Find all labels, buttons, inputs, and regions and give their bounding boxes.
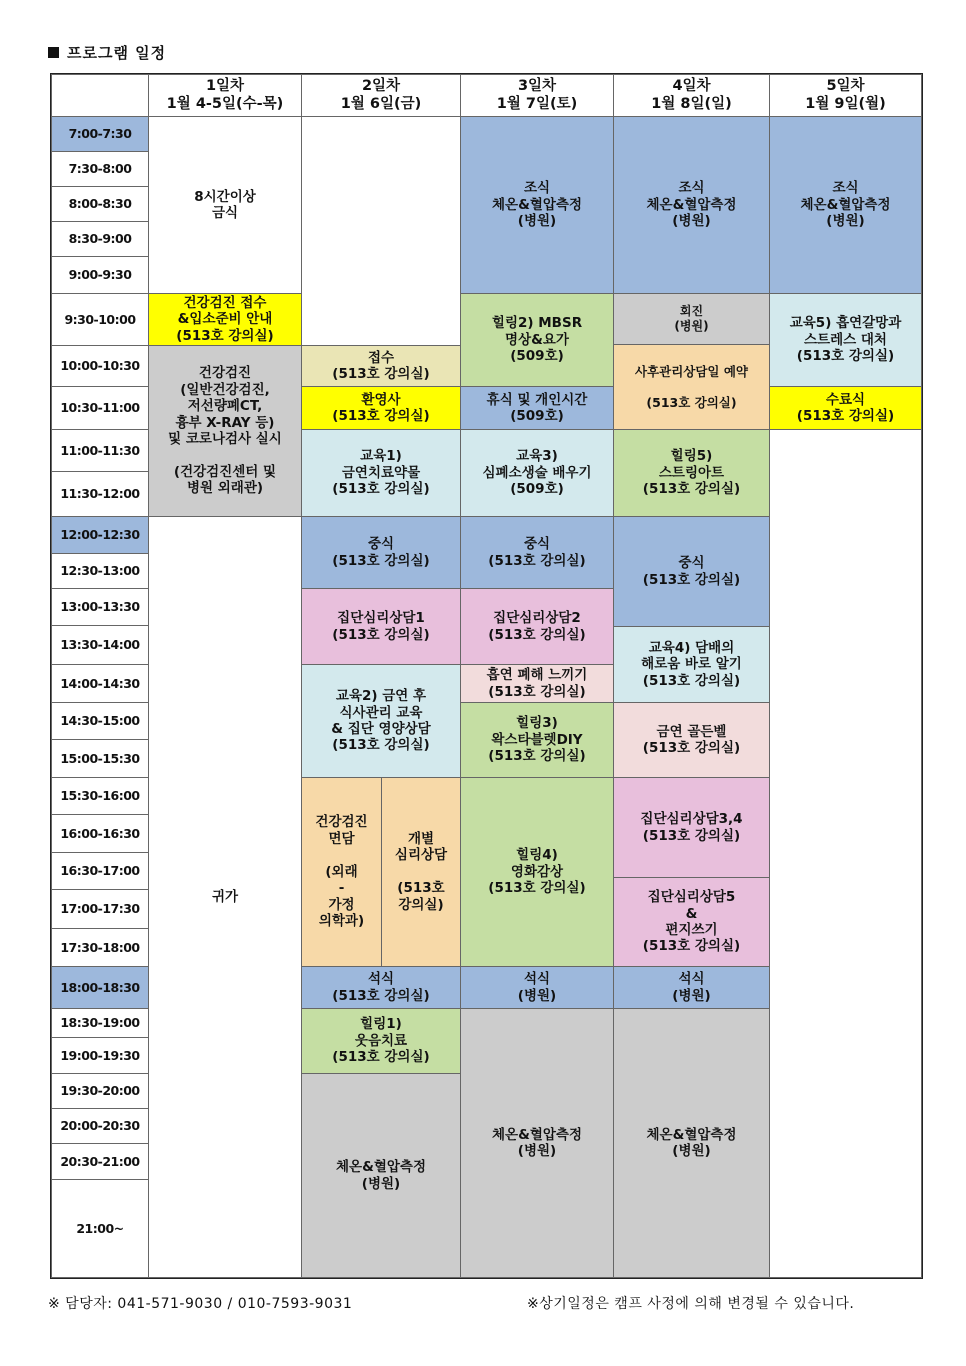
event-vitals: 체온&혈압측정 (병원) (301, 1073, 461, 1278)
time-slot: 16:00-16:30 (51, 814, 149, 853)
time-slot: 15:30-16:00 (51, 777, 149, 815)
time-slot: 13:00-13:30 (51, 588, 149, 626)
day-header-3: 3일차 1월 7일(토) (460, 74, 614, 117)
time-slot: 12:00-12:30 (51, 516, 149, 554)
time-slot: 10:30-11:00 (51, 386, 149, 430)
time-slot: 17:30-18:00 (51, 928, 149, 967)
time-slot: 8:30-9:00 (51, 221, 149, 257)
event-group-counseling-5: 집단심리상담5 & 편지쓰기 (513호 강의실) (613, 877, 770, 967)
event-golden-bell: 금연 골든벨 (513호 강의실) (613, 702, 770, 778)
time-slot: 8:00-8:30 (51, 186, 149, 222)
event-education-4: 교육4) 담배의 해로움 바로 알기 (513호 강의실) (613, 626, 770, 703)
section-title: 프로그램 일정 (48, 42, 166, 63)
event-healing-2: 힐링2) MBSR 명상&요가 (509호) (460, 293, 614, 387)
event-education-2: 교육2) 금연 후 식사관리 교육 & 집단 영양상담 (513호 강의실) (301, 664, 461, 778)
event-vitals: 체온&혈압측정 (병원) (460, 1008, 614, 1278)
time-slot: 9:00-9:30 (51, 256, 149, 294)
day-header-2: 2일차 1월 6일(금) (301, 74, 461, 117)
event-smoking-harm: 흡연 폐해 느끼기 (513호 강의실) (460, 664, 614, 703)
event-reception: 접수 (513호 강의실) (301, 345, 461, 387)
event-dinner: 석식 (513호 강의실) (301, 966, 461, 1009)
time-slot: 15:00-15:30 (51, 739, 149, 778)
empty-slot (769, 429, 922, 1278)
time-slot: 11:00-11:30 (51, 429, 149, 472)
event-healing-5: 힐링5) 스트링아트 (513호 강의실) (613, 429, 770, 517)
event-lunch: 중식 (513호 강의실) (301, 516, 461, 589)
time-slot: 9:30-10:00 (51, 293, 149, 346)
time-slot: 13:30-14:00 (51, 625, 149, 665)
time-slot: 18:00-18:30 (51, 966, 149, 1009)
event-go-home: 귀가 (148, 516, 302, 1278)
event-dinner: 석식 (병원) (460, 966, 614, 1009)
event-education-3: 교육3) 심폐소생술 배우기 (509호) (460, 429, 614, 517)
event-fasting: 8시간이상 금식 (148, 116, 302, 294)
time-slot: 19:30-20:00 (51, 1073, 149, 1109)
schedule-notice: ※상기일정은 캠프 사정에 의해 변경될 수 있습니다. (527, 1296, 855, 1312)
contact-info: ※ 담당자: 041-571-9030 / 010-7593-9031 (48, 1296, 353, 1312)
time-slot: 20:00-20:30 (51, 1108, 149, 1144)
event-rounds: 회진 (병원) (613, 293, 770, 345)
time-slot: 7:00-7:30 (51, 116, 149, 152)
event-breakfast: 조식 체온&혈압측정 (병원) (613, 116, 770, 294)
event-checkup-reception: 건강검진 접수 &입소준비 안내 (513호 강의실) (148, 293, 302, 346)
event-group-counseling-1: 집단심리상담1 (513호 강의실) (301, 588, 461, 665)
header-corner (51, 74, 149, 117)
event-health-checkup: 건강검진 (일반건강검진, 저선량폐CT, 흉부 X-RAY 등) 및 코로나검사 실시 (건강검진센터 및 병원 외래관) (148, 345, 302, 517)
time-slot: 17:00-17:30 (51, 889, 149, 929)
event-education-5: 교육5) 흡연갈망과 스트레스 대처 (513호 강의실) (769, 293, 922, 387)
time-slot: 20:30-21:00 (51, 1143, 149, 1180)
event-breakfast: 조식 체온&혈압측정 (병원) (769, 116, 922, 294)
event-group-counseling-2: 집단심리상담2 (513호 강의실) (460, 588, 614, 665)
time-slot: 12:30-13:00 (51, 553, 149, 589)
time-slot: 11:30-12:00 (51, 471, 149, 517)
event-welcome: 환영사 (513호 강의실) (301, 386, 461, 430)
time-slot: 19:00-19:30 (51, 1037, 149, 1074)
empty-slot (301, 116, 461, 346)
event-dinner: 석식 (병원) (613, 966, 770, 1009)
day-header-1: 1일차 1월 4-5일(수-목) (148, 74, 302, 117)
event-group-counseling-3-4: 집단심리상담3,4 (513호 강의실) (613, 777, 770, 878)
event-rest: 휴식 및 개인시간 (509호) (460, 386, 614, 430)
time-slot: 10:00-10:30 (51, 345, 149, 387)
event-healing-1: 힐링1) 웃음치료 (513호 강의실) (301, 1008, 461, 1074)
event-healing-3: 힐링3) 왁스타블렛DIY (513호 강의실) (460, 702, 614, 778)
time-slot: 14:00-14:30 (51, 664, 149, 703)
event-closing-ceremony: 수료식 (513호 강의실) (769, 386, 922, 430)
time-slot: 14:30-15:00 (51, 702, 149, 740)
event-checkup-interview: 건강검진 면담 (외래 - 가정 의학과) (301, 777, 382, 967)
day-header-5: 5일차 1월 9일(월) (769, 74, 922, 117)
square-bullet-icon (48, 47, 59, 58)
event-healing-4: 힐링4) 영화감상 (513호 강의실) (460, 777, 614, 967)
time-slot: 16:30-17:00 (51, 852, 149, 890)
time-slot: 18:30-19:00 (51, 1008, 149, 1038)
time-slot: 21:00~ (51, 1179, 149, 1278)
event-breakfast: 조식 체온&혈압측정 (병원) (460, 116, 614, 294)
event-lunch: 중식 (513호 강의실) (460, 516, 614, 589)
time-slot: 7:30-8:00 (51, 151, 149, 187)
event-followup-booking: 사후관리상담일 예약 (513호 강의실) (613, 344, 770, 430)
event-lunch: 중식 (513호 강의실) (613, 516, 770, 627)
day-header-4: 4일차 1월 8일(일) (613, 74, 770, 117)
event-vitals: 체온&혈압측정 (병원) (613, 1008, 770, 1278)
event-education-1: 교육1) 금연치료약물 (513호 강의실) (301, 429, 461, 517)
event-individual-counseling: 개별 심리상담 (513호 강의실) (381, 777, 461, 967)
